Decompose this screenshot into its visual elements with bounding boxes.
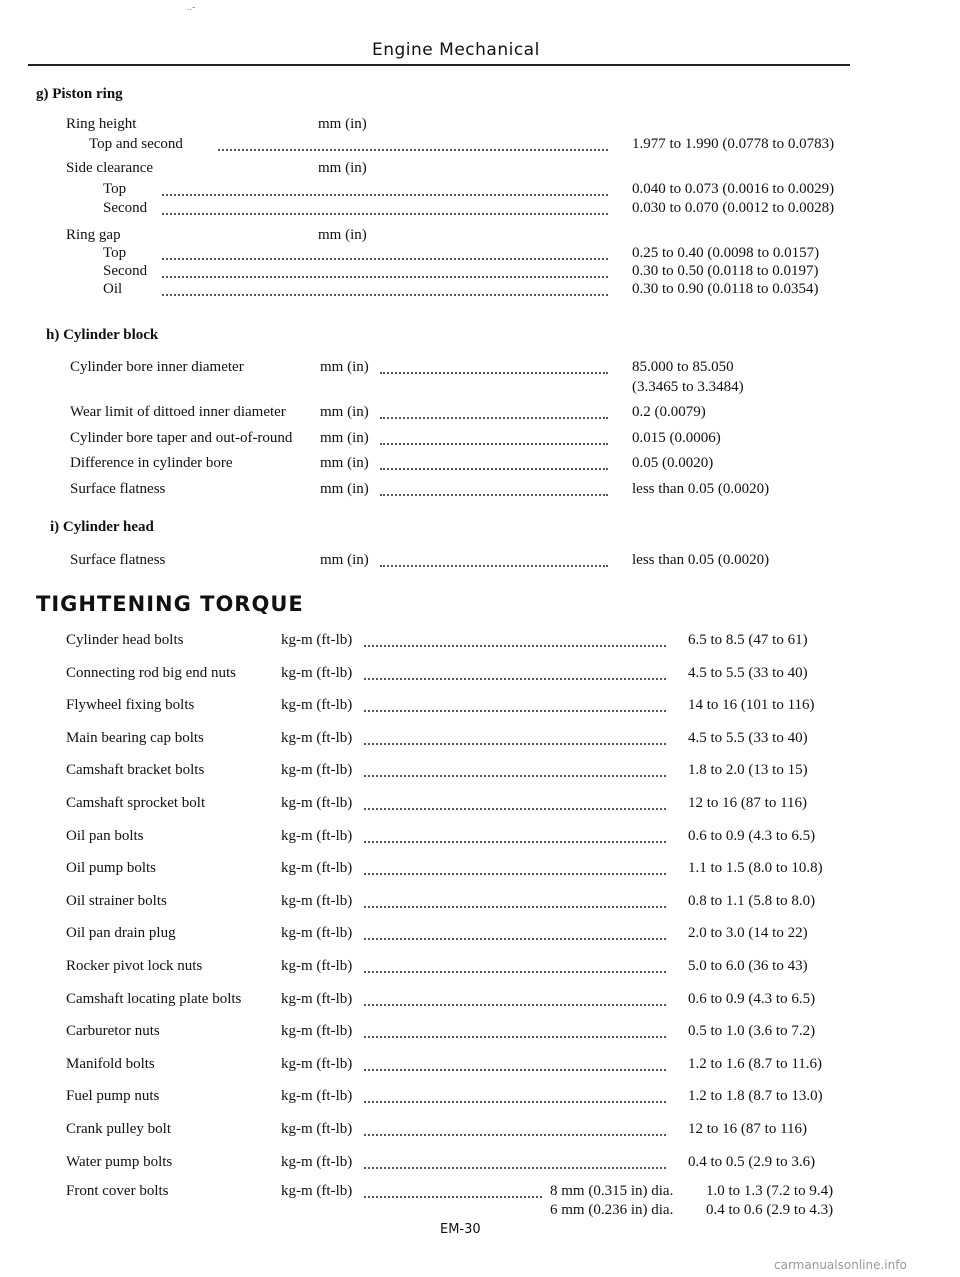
front-cover-size-6mm: 6 mm (0.236 in) dia. bbox=[550, 1202, 674, 1218]
section-title-piston-ring: g) Piston ring bbox=[36, 86, 123, 102]
torque-unit: kg-m (ft-lb) bbox=[281, 795, 353, 811]
spec-value: 0.30 to 0.90 (0.0118 to 0.0354) bbox=[632, 281, 819, 297]
torque-unit: kg-m (ft-lb) bbox=[281, 1088, 353, 1104]
spec-label: Wear limit of dittoed inner diameter bbox=[70, 404, 286, 420]
torque-value: 0.6 to 0.9 (4.3 to 6.5) bbox=[688, 828, 816, 844]
torque-unit: kg-m (ft-lb) bbox=[281, 697, 353, 713]
page-number: EM-30 bbox=[440, 1222, 481, 1237]
spec-label: Surface flatness bbox=[70, 481, 166, 497]
dot-leader bbox=[364, 742, 666, 745]
torque-value: 2.0 to 3.0 (14 to 22) bbox=[688, 925, 808, 941]
front-cover-value-8mm: 1.0 to 1.3 (7.2 to 9.4) bbox=[706, 1183, 834, 1199]
dot-leader bbox=[380, 371, 608, 374]
dot-leader bbox=[162, 193, 608, 196]
torque-label: Flywheel fixing bolts bbox=[66, 697, 195, 713]
torque-unit: kg-m (ft-lb) bbox=[281, 1154, 353, 1170]
dot-leader bbox=[162, 257, 608, 260]
section-title-cylinder-block: h) Cylinder block bbox=[46, 327, 159, 343]
torque-value: 12 to 16 (87 to 116) bbox=[688, 1121, 808, 1137]
torque-value: 12 to 16 (87 to 116) bbox=[688, 795, 808, 811]
torque-unit: kg-m (ft-lb) bbox=[281, 1023, 353, 1039]
spec-label: Second bbox=[103, 200, 148, 216]
ring-gap-label: Ring gap bbox=[66, 227, 121, 243]
dot-leader bbox=[380, 467, 608, 470]
torque-value: 1.1 to 1.5 (8.0 to 10.8) bbox=[688, 860, 823, 876]
dot-leader bbox=[218, 148, 608, 151]
torque-value: 1.8 to 2.0 (13 to 15) bbox=[688, 762, 808, 778]
dot-leader bbox=[364, 905, 666, 908]
torque-label: Camshaft bracket bolts bbox=[66, 762, 205, 778]
dot-leader bbox=[364, 1035, 666, 1038]
watermark: carmanualsonline.info bbox=[774, 1258, 907, 1272]
side-clearance-label: Side clearance bbox=[66, 160, 154, 176]
torque-label: Water pump bolts bbox=[66, 1154, 173, 1170]
torque-unit: kg-m (ft-lb) bbox=[281, 665, 353, 681]
torque-unit: kg-m (ft-lb) bbox=[281, 860, 353, 876]
spec-value: 1.977 to 1.990 (0.0778 to 0.0783) bbox=[632, 136, 835, 152]
torque-label: Crank pulley bolt bbox=[66, 1121, 171, 1137]
dot-leader bbox=[364, 1100, 666, 1103]
spec-unit: mm (in) bbox=[320, 359, 369, 375]
spec-label: Second bbox=[103, 263, 148, 279]
torque-value: 4.5 to 5.5 (33 to 40) bbox=[688, 665, 808, 681]
torque-label: Cylinder head bolts bbox=[66, 632, 184, 648]
spec-unit: mm (in) bbox=[320, 430, 369, 446]
torque-value: 14 to 16 (101 to 116) bbox=[688, 697, 815, 713]
torque-label: Rocker pivot lock nuts bbox=[66, 958, 203, 974]
torque-unit: kg-m (ft-lb) bbox=[281, 828, 353, 844]
torque-value: 6.5 to 8.5 (47 to 61) bbox=[688, 632, 808, 648]
torque-unit: kg-m (ft-lb) bbox=[281, 958, 353, 974]
torque-unit: kg-m (ft-lb) bbox=[281, 1121, 353, 1137]
torque-value: 0.6 to 0.9 (4.3 to 6.5) bbox=[688, 991, 816, 1007]
spec-unit: mm (in) bbox=[320, 404, 369, 420]
spec-unit: mm (in) bbox=[320, 455, 369, 471]
dot-leader bbox=[364, 1133, 666, 1136]
spec-value: 0.2 (0.0079) bbox=[632, 404, 706, 420]
torque-value: 0.8 to 1.1 (5.8 to 8.0) bbox=[688, 893, 816, 909]
dot-leader bbox=[364, 1166, 666, 1169]
torque-label: Connecting rod big end nuts bbox=[66, 665, 236, 681]
ring-gap-unit: mm (in) bbox=[318, 227, 367, 243]
torque-value: 0.5 to 1.0 (3.6 to 7.2) bbox=[688, 1023, 816, 1039]
dot-leader bbox=[162, 212, 608, 215]
spec-unit: mm (in) bbox=[320, 552, 369, 568]
spec-label: Oil bbox=[103, 281, 123, 297]
torque-label: Fuel pump nuts bbox=[66, 1088, 160, 1104]
torque-label: Manifold bolts bbox=[66, 1056, 155, 1072]
spec-unit: mm (in) bbox=[320, 481, 369, 497]
spec-value: less than 0.05 (0.0020) bbox=[632, 552, 770, 568]
spec-value: 0.30 to 0.50 (0.0118 to 0.0197) bbox=[632, 263, 819, 279]
spec-label: Difference in cylinder bore bbox=[70, 455, 233, 471]
dot-leader bbox=[364, 677, 666, 680]
torque-label: Carburetor nuts bbox=[66, 1023, 160, 1039]
page-header-title: Engine Mechanical bbox=[372, 40, 540, 60]
torque-unit: kg-m (ft-lb) bbox=[281, 730, 353, 746]
side-clearance-unit: mm (in) bbox=[318, 160, 367, 176]
torque-value: 1.2 to 1.8 (8.7 to 13.0) bbox=[688, 1088, 823, 1104]
torque-unit: kg-m (ft-lb) bbox=[281, 925, 353, 941]
torque-value: 1.2 to 1.6 (8.7 to 11.6) bbox=[688, 1056, 823, 1072]
spec-value: 85.000 to 85.050 bbox=[632, 359, 734, 375]
dot-leader bbox=[364, 840, 666, 843]
torque-value: 5.0 to 6.0 (36 to 43) bbox=[688, 958, 808, 974]
spec-value: 0.25 to 0.40 (0.0098 to 0.0157) bbox=[632, 245, 820, 261]
ring-height-unit: mm (in) bbox=[318, 116, 367, 132]
dot-leader bbox=[364, 1003, 666, 1006]
dot-leader bbox=[380, 442, 608, 445]
torque-unit: kg-m (ft-lb) bbox=[281, 991, 353, 1007]
front-cover-size-8mm: 8 mm (0.315 in) dia. bbox=[550, 1183, 674, 1199]
spec-unit: kg-m (ft-lb) bbox=[281, 1183, 353, 1199]
spec-value: 0.040 to 0.073 (0.0016 to 0.0029) bbox=[632, 181, 835, 197]
torque-value: 4.5 to 5.5 (33 to 40) bbox=[688, 730, 808, 746]
torque-unit: kg-m (ft-lb) bbox=[281, 632, 353, 648]
torque-label: Oil pump bolts bbox=[66, 860, 157, 876]
front-cover-value-6mm: 0.4 to 0.6 (2.9 to 4.3) bbox=[706, 1202, 834, 1218]
torque-unit: kg-m (ft-lb) bbox=[281, 1056, 353, 1072]
spec-value: 0.05 (0.0020) bbox=[632, 455, 714, 471]
torque-label: Camshaft locating plate bolts bbox=[66, 991, 242, 1007]
torque-label: Oil pan drain plug bbox=[66, 925, 176, 941]
dot-leader bbox=[380, 564, 608, 567]
dot-leader bbox=[364, 807, 666, 810]
torque-label: Camshaft sprocket bolt bbox=[66, 795, 206, 811]
torque-label: Main bearing cap bolts bbox=[66, 730, 204, 746]
dot-leader bbox=[364, 1195, 542, 1198]
spec-label: Top and second bbox=[89, 136, 183, 152]
ring-height-label: Ring height bbox=[66, 116, 137, 132]
torque-section-title: TIGHTENING TORQUE bbox=[36, 592, 304, 616]
dot-leader bbox=[162, 275, 608, 278]
dot-leader bbox=[380, 416, 608, 419]
torque-unit: kg-m (ft-lb) bbox=[281, 893, 353, 909]
dot-leader bbox=[364, 872, 666, 875]
dot-leader bbox=[364, 937, 666, 940]
dot-leader bbox=[364, 774, 666, 777]
spec-label: Top bbox=[103, 245, 127, 261]
spec-value: less than 0.05 (0.0020) bbox=[632, 481, 770, 497]
spec-value: 0.015 (0.0006) bbox=[632, 430, 721, 446]
dot-leader bbox=[364, 1068, 666, 1071]
torque-value: 0.4 to 0.5 (2.9 to 3.6) bbox=[688, 1154, 816, 1170]
dot-leader bbox=[162, 293, 608, 296]
section-title-cylinder-head: i) Cylinder head bbox=[50, 519, 154, 535]
spec-label: Top bbox=[103, 181, 127, 197]
dot-leader bbox=[364, 970, 666, 973]
torque-label: Oil strainer bolts bbox=[66, 893, 167, 909]
dot-leader bbox=[380, 493, 608, 496]
torque-label: Oil pan bolts bbox=[66, 828, 144, 844]
spec-label: Cylinder bore taper and out-of-round bbox=[70, 430, 293, 446]
spec-label: Surface flatness bbox=[70, 552, 166, 568]
spec-value-imperial: (3.3465 to 3.3484) bbox=[632, 379, 744, 395]
spec-label: Front cover bolts bbox=[66, 1183, 169, 1199]
header-rule bbox=[28, 64, 850, 66]
torque-unit: kg-m (ft-lb) bbox=[281, 762, 353, 778]
dot-leader bbox=[364, 709, 666, 712]
top-mark: ..- bbox=[187, 2, 196, 13]
dot-leader bbox=[364, 644, 666, 647]
spec-label: Cylinder bore inner diameter bbox=[70, 359, 244, 375]
spec-value: 0.030 to 0.070 (0.0012 to 0.0028) bbox=[632, 200, 835, 216]
